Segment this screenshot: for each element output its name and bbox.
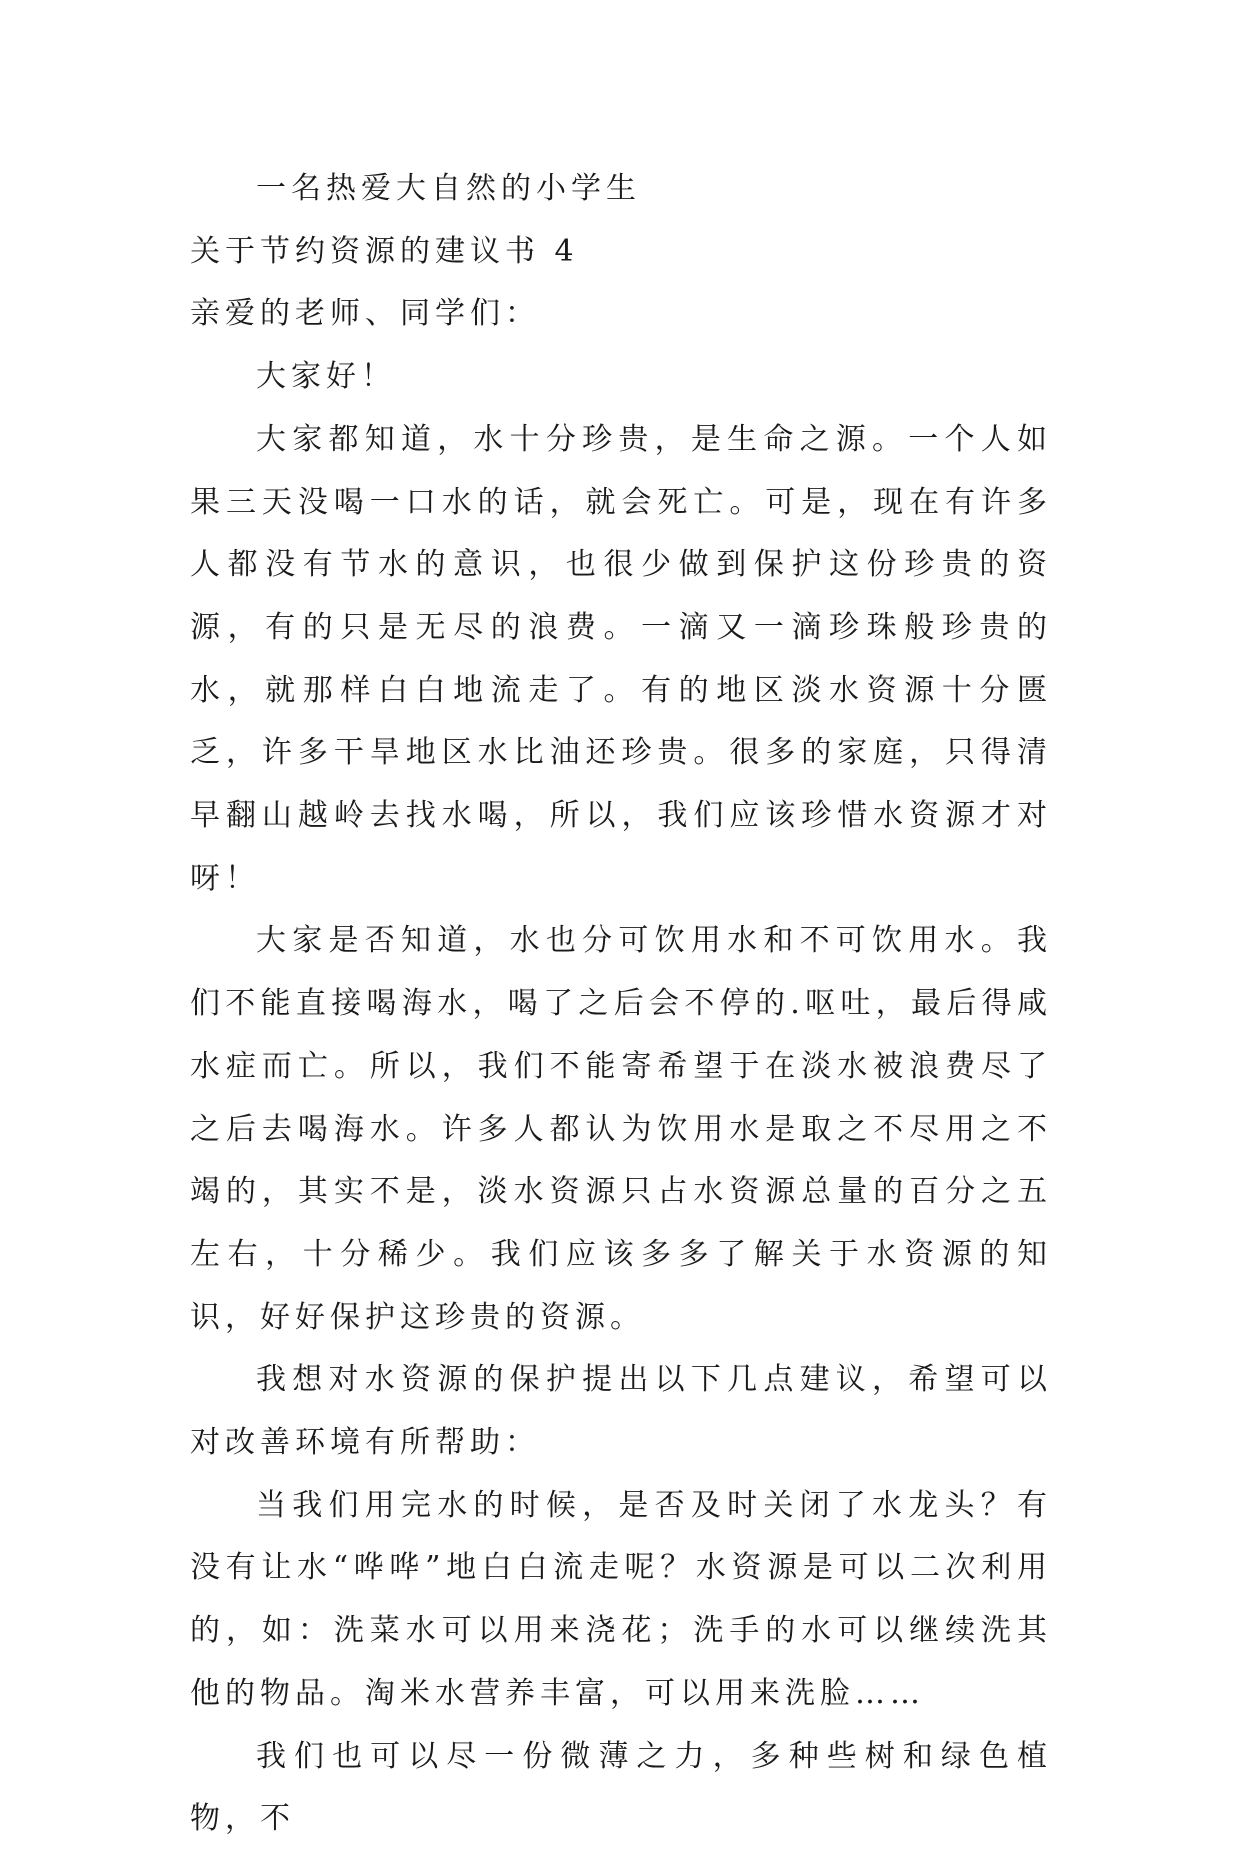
paragraph-3: 我想对水资源的保护提出以下几点建议，希望可以对改善环境有所帮助： bbox=[190, 1362, 1052, 1461]
document-title: 关于节约资源的建议书 4 bbox=[190, 233, 579, 269]
greeting: 大家好！ bbox=[256, 359, 396, 395]
document-body bbox=[190, 158, 1052, 1851]
paragraph-1: 大家都知道，水十分珍贵，是生命之源。一个人如果三天没喝一口水的话，就会死亡。可是，现在有许多人都没有节水的意识，也很少做到保护这份珍贵的资源，有的只是无尽的浪费。一滴又一滴珍珠般珍贵的水，就那样白白地流走了。有的地区淡水资源十分匮乏，许多干旱地区水比油还珍贵。很多的家庭，只得清早翻山越岭去找水喝，所以，我们应该珍惜水资源才对呀！ bbox=[190, 421, 1052, 896]
signature-line: 一名热爱大自然的小学生 bbox=[256, 171, 641, 206]
paragraph-5: 我们也可以尽一份微薄之力，多种些树和绿色植物，不 bbox=[190, 1738, 1052, 1837]
paragraph-4: 当我们用完水的时候，是否及时关闭了水龙头？有没有让水“哗哗”地白白流走呢？水资源是可以二次利用的，如：洗菜水可以用来浇花；洗手的水可以继续洗其他的物品。淘米水营养丰富，可以用来洗脸…… bbox=[190, 1487, 1052, 1711]
salutation: 亲爱的老师、同学们： bbox=[190, 296, 540, 332]
paragraph-2: 大家是否知道，水也分可饮用水和不可饮用水。我们不能直接喝海水，喝了之后会不停的.呕吐，最后得咸水症而亡。所以，我们不能寄希望于在淡水被浪费尽了之后去喝海水。许多人都认为饮用水是取之不尽用之不竭的，其实不是，淡水资源只占水资源总量的百分之五左右，十分稀少。我们应该多多了解关于水资源的知识，好好保护这珍贵的资源。 bbox=[190, 923, 1052, 1335]
